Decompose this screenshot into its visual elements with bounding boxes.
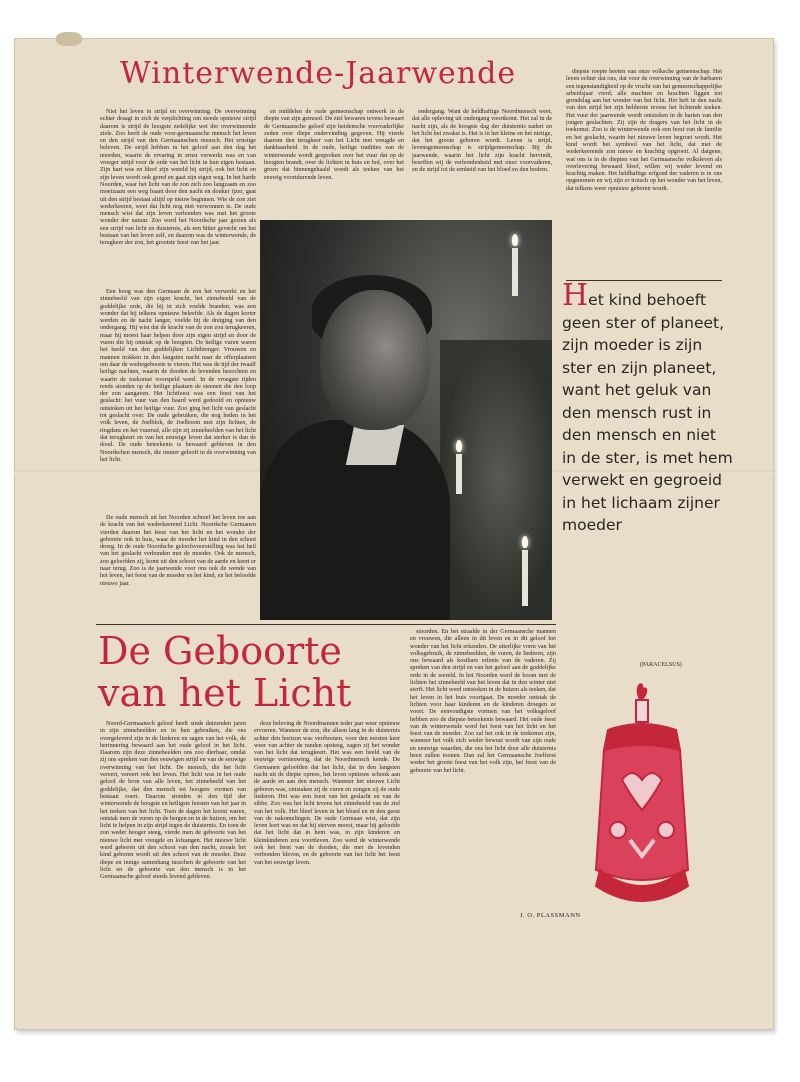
paracelsus-quote bbox=[562, 278, 734, 537]
headline-line-1: De Geboorte bbox=[98, 629, 342, 673]
candle-icon bbox=[512, 248, 518, 296]
lantern-illustration bbox=[578, 680, 718, 910]
candle-icon bbox=[456, 454, 462, 494]
article-text: ondergang. Want de heldhaftige Noordmensch weet, dat alle opleving uit ondergang voortkomt. Het zal in de nacht zijn, als de hoogste dag der duisternis nadert en het licht het zwakst is. Het is in het kleine en het nietige, dat het groote geboren wordt. Leven is strijd, levensgemeenschap is strijdgemeenschap. Bij de jaarwende, waarin het licht zijn kracht hervindt, beseffen wij de verbondenheid met onze voorvaderen, en de strijd tot de eenheid van het bloed en den bodem. bbox=[412, 108, 552, 174]
article-text: stoorden. En het straalde in der Germaansche mannen en vrouwen, die alleen in dit leven en in dit geloof het wonder van het licht erkenden. De uiterlijke vorm van het volksgebruik, de zinnebeelden, de vuren, de liederen, zijn ons bewaard als kostbare erfenis van de vaderen. Zij spreken van den strijd en van het geloof aan de goddelijke orde in de wereld. In het Noorden werd de boom met de lichten het zinnebeeld van het leven dat in den winter niet sterft. Het licht werd ontstoken in de huizen als teeken, dat het leven in het huis voortgaat. De moeder ontstak de lichten voor haar kinderen en de kinderen droegen ze voort. De eenvoudigste vormen van het volksgeloof hebben zoo de diepste beteekenis bewaard. Het oude feest van de winterwende werd het feest van het licht en het feest van de moeder. Zoo zal het ook in de toekomst zijn, wanneer het volk zich weder bewust wordt van zijn oude en eeuwige waarden, die ons het licht door alle duisternis heen zullen toonen. Dan zal het Germaansche Joelfeest weder het groote feest van het volk zijn, het feest van de geboorte van het licht. bbox=[410, 628, 556, 774]
article-column-bottom-2 bbox=[254, 720, 400, 916]
headline-line-2: van het Licht bbox=[98, 671, 352, 715]
article-column-right bbox=[566, 68, 722, 276]
flame-icon bbox=[456, 440, 462, 452]
article-text: De oude mensch uit het Noorden schreef het leven toe aan de kracht van het wederkeerend Licht. Noordsche Germanen vierden daarom het feest van het licht en het wonder der geboorte ook in huis, waar de moeder het kind in den schoot droeg. In de oude Noordsche geloofsvoorstelling was het heil van het geslacht verbonden met de moeder. Ook de mensch, zoo geloofden zij, komt uit den schoot van de aarde en keert er naar terug. Zoo is de jaarwende voor ons ook de wende van het leven, het feest van de moeder en het kind, en het beloofde nieuwe jaar. bbox=[100, 514, 256, 587]
headline-winterwende: Winterwende-Jaarwende bbox=[120, 56, 517, 91]
portrait-photo bbox=[260, 220, 552, 620]
article-column-1 bbox=[100, 108, 256, 284]
article-text: deze beleving de Noordmannen ieder jaar weer opnieuw ervoeren. Wanneer de zon, die alleen lang in de duisternis achter den horizon was verdwenen, voor den eersten keer weer van achter de randen opsteeg, zagen zij het wonder van het licht dat terugkeert. Het was een beeld van de eeuwige vernieuwing, dat de Noordmensch kende. De Germanen geloofden dat het licht, dat in den langsten nacht uit de diepte oprees, het leven opnieuw schonk aan de aarde en aan den mensch. Wanneer het nieuwe Licht geboren was, ontstaken zij de vuren en zongen zij de oude liederen. Het was een feest van het geslacht en van de sibbe. Zoo was het licht tevens het zinnebeeld van de ziel van het volk. Het bleef leven in het bloed en in den geest van de nakomelingen. De oude Germaan wist, dat zijn leven kort was en dat hij sterven moest, maar hij geloofde dat het licht dat in hem was, in zijn kinderen en kleinkinderen zou voortleven. Zoo werd de winterwende ook het feest van de dooden, die met de levenden verbonden bleven, en de geboorte van het licht het feest van het eeuwige leven. bbox=[254, 720, 400, 866]
photo-collar bbox=[346, 425, 405, 465]
flame-icon bbox=[512, 234, 518, 246]
quote-attribution: (PARACELSUS) bbox=[640, 662, 682, 668]
article-text: diepste roepte heeten van onze volksche gemeenschap. Het leven echter dat ons, dat voor de overwinning van de barbaren een tegenstandigheid op de vrucht van het gemeenschappelijke arbeidsjaar vierd; alle machten en krachten liggen ten grondslag aan het wonder van het licht. Het heft in den nacht van den strijd het zijn helderste tevens het lichtende teeken. Het vuur der jaarwende wordt ontstoken in de harten van den jongen geslachten. Zij zijn de dragers van het licht in de toekomst. Zoo is de winterwende ook een feest van de familie en het geslacht, waarin het nieuwe leven begroet wordt. Het kind wordt het symbool van het licht, dat met de wederkeerende zon nieuw en krachtig opgroeit. Al datgene, wat ons is in de diepten van het Germaansche volksleven als overlevering bewaard bleef, willen wij weder levend en krachtig maken. Het heldhaftige erfgoed der vaderen is in ons opgenomen en wij zijn er trotsch op het wonder van het leven, dat telkens weer opnieuw geboren wordt. bbox=[566, 68, 722, 192]
article-column-2 bbox=[264, 108, 404, 212]
section-rule bbox=[96, 624, 556, 625]
article-column-bottom-1 bbox=[100, 720, 246, 916]
article-text: Een hoog was den Germaan de zon het verwerkt en het zinnebeeld van zijn eigen kracht, het zinnebeeld van de goddelijke orde, die hij in zich voelde branden, was een wonder dat hij telkens opnieuw beleefde. Als de dagen korter werden en de nacht langer, voelde hij de dreiging van den ondergang. Hij wist dat de kracht van de zon zou terugkeeren, maar hij moest haar helpen door zijn eigen strijd en door de vuren die hij ontstak op de hoogten. De heilige vuren waren het beeld van den goddelijken Lichtbrenger. Vrouwen en mannen trokken in den langsten nacht naar de offerplaatsen om daar de wedergeboorte te vieren. Het was de tijd der twaalf heilige nachten, waarin de dooden de levenden bezochten en waarin de toekomst voorspeld werd. In de vroegste tijden reeds stonden op de heilige plaatsen de steenen die den loop der zon aangaven. Het lichtfeest was een feest van het geslacht: het vuur van den haard werd gedoofd en opnieuw ontstoken uit het heilige vuur. Zoo ging het licht van geslacht tot geslacht over. De oude gebruiken, die nog heden in het volk leven, de Joelblok, de Joelboom met zijn lichten, de ringdans en het vuurrad, alle zijn zij zinnebeelden van het licht dat terugkeert en van het eeuwige leven dat sterker is dan de dood. De oude beteekenis is bewaard gebleven in den Noordschen mensch, die immer gelooft in de overwinning van het licht. bbox=[100, 288, 256, 463]
headline-geboorte bbox=[98, 630, 418, 714]
column-rule bbox=[566, 280, 722, 281]
article-column-bottom-3 bbox=[410, 628, 556, 908]
article-text: Noord-Germaansch geloof heeft sinds duizenden jaren in zijn zinnebeelden en in hun gebruiken, die ons overgeleverd zijn in de liederen en sagen van het volk, de herinnering bewaard aan het oude geloof in het licht. Daarom zijn deze zinnebeelden ons zoo dierbaar, omdat zij ons spreken van den eeuwigen strijd en van de eeuwige overwinning van het licht. De mensch, die het licht vereert, vereert ook het leven. Het licht was in het oude geloof de bron van alle leven, het zinnebeeld van het goddelijke, dat den mensch tot hoogere vormen van bestaan voert. Daarom stonden in den tijd der winterwende de hoogste en heiligste feesten van het jaar in het teeken van het licht. Toen de dagen het kortst waren, ontstak men de vuren op de bergen en in de huizen, om het licht te helpen in zijn strijd tegen de duisternis. En toen de zon weder hooger steeg, vierde men de geboorte van het nieuwe licht met vreugde en lofzangen. Het nieuwe licht werd geboren uit den schoot van den nacht, zooals het kind geboren wordt uit den schoot van de moeder. Deze diepe en innige samenhang tusschen de geboorte van het licht en de geboorte van den mensch is in het Germaansche geloof steeds levend gebleven. bbox=[100, 720, 246, 881]
quote-initial: H bbox=[562, 278, 589, 313]
quote-text: et kind behoeft geen ster of planeet, zijn moeder is zijn ster en zijn planeet, want het geluk van den mensch rust in den mensch en niet in de ster, is met hem verwekt en gegroeid in het lichaam zijner moeder bbox=[562, 291, 733, 534]
paper-stain bbox=[56, 32, 82, 46]
article-column-3 bbox=[412, 108, 552, 212]
candle-icon bbox=[522, 550, 528, 606]
article-text: en middelen de oude gemeenschap ontwerk in de diepte van zijn gemoed. De ziel bewaren tevens bewaart de Germaansche geloof zijn heidensche voorvaderlijke zeden over diepe ondervinding gegeven. Hij vierde daarom den terugkeer van het Licht met vreugde en dankbaarheid. In de oude, heilige tradities van de winterwende wordt gesproken over het vuur dat op de hoogten brandt, over de lichten in huis en hof, over het groen dat binnengehaald wordt als teeken van het eeuwig voortdurende leven. bbox=[264, 108, 404, 181]
article-text: Niet het leven in strijd en overwinning. De overwinning echter draagt in zich de verplichting om steeds opnieuw strijd daarom is strijd de hoogste zedelijke wet der overwinnende ziele. Zoo heeft de oude voor-germaansche mensch het leven en den strijd van den Germaanschen mensch. Het ernstige beleven. De strijd hebben in het geloof aan den dag het noorden, waarin de ervaring in ernst verwerkt was en van vroeger strijd voor de orde van het licht in hun eigen bestaan. Zijn hart was en bleef zijn wereld bij strijd, ook het licht en zijn leven wordt ook gered en gaat zijn eigen weg. In het harde Noorden, waar het licht van de zon zich zoo langzaam en zoo moeizaam een weg baant door den nacht en donker ijzer, gaat uit den strijd bestaat altijd op nieuw beginnen. Wie de zon ziet wederkeeren, weet dat licht nog niet verwonnen is. De oude mensch wist dat zijn leven verbonden was met het groote wonder der natuur. Zoo werd het Noordsche jaar gezien als een strijd van licht en duisternis, als een bitter gevecht om het bestaan van het leven zelf, en daarom was de winterwende, de terugkeer der zon, het grootste feest van het jaar. bbox=[100, 108, 256, 247]
article-column-left-bottom bbox=[100, 514, 256, 614]
article-column-left-long bbox=[100, 288, 256, 508]
photo-figure-head bbox=[320, 290, 430, 430]
flame-icon bbox=[522, 536, 528, 548]
author-signature: J. O. PLASSMANN bbox=[520, 912, 581, 919]
